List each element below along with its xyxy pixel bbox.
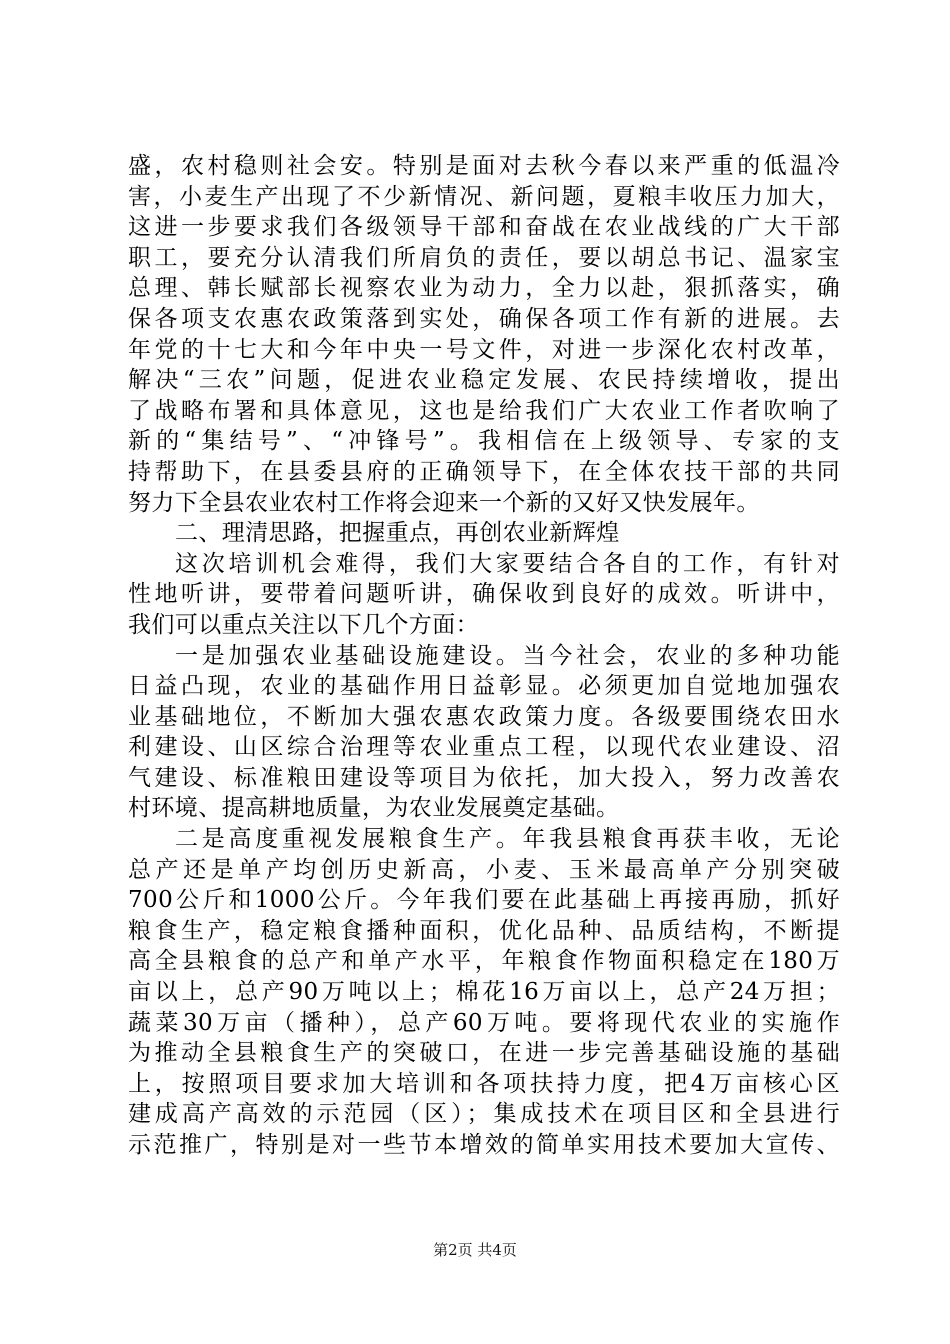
text-line: 示范推广，特别是对一些节本增效的简单实用技术要加大宣传、	[128, 1132, 840, 1158]
text-line: 努力下全县农业农村工作将会迎来一个新的又好又快发展年。	[128, 489, 760, 516]
text-line: 性地听讲，要带着问题听讲，确保收到良好的成效。听讲中，	[128, 581, 840, 608]
text-line: 村环境、提高耕地质量，为农业发展奠定基础。	[128, 795, 620, 822]
text-line: 新的“集结号”、“冲锋号”。我相信在上级领导、专家的支	[128, 428, 840, 455]
text-line: 这进一步要求我们各级领导干部和奋战在农业战线的广大干部	[128, 214, 840, 241]
text-line: 700公斤和1000公斤。今年我们要在此基础上再接再励，抓好	[128, 887, 840, 914]
text-line: 二、理清思路，把握重点，再创农业新辉煌	[175, 520, 620, 547]
text-line: 亩以上，总产90万吨以上；棉花16万亩以上，总产24万担；	[128, 979, 840, 1006]
text-line: 盛，农村稳则社会安。特别是面对去秋今春以来严重的低温冷	[128, 153, 840, 179]
document-body	[128, 151, 840, 1161]
text-line: 总产还是单产均创历史新高，小麦、玉米最高单产分别突破	[128, 856, 840, 883]
text-line: 一是加强农业基础设施建设。当今社会，农业的多种功能	[175, 642, 840, 669]
text-line: 蔬菜30万亩（播种），总产60万吨。要将现代农业的实施作	[128, 1009, 840, 1036]
text-line: 解决“三农”问题，促进农业稳定发展、农民持续增收，提出	[128, 367, 840, 394]
text-line: 利建设、山区综合治理等农业重点工程，以现代农业建设、沼	[128, 734, 840, 761]
text-line: 保各项支农惠农政策落到实处，确保各项工作有新的进展。去	[128, 305, 840, 332]
text-line: 上，按照项目要求加大培训和各项扶持力度，把4万亩核心区	[128, 1070, 840, 1097]
text-line: 高全县粮食的总产和单产水平，年粮食作物面积稳定在180万	[128, 948, 840, 975]
text-line: 为推动全县粮食生产的突破口，在进一步完善基础设施的基础	[128, 1040, 840, 1067]
text-line: 总理、韩长赋部长视察农业为动力，全力以赴，狠抓落实，确	[128, 275, 840, 302]
page-number-footer: 第2页 共4页	[433, 1241, 517, 1259]
text-line: 职工，要充分认清我们所肩负的责任，要以胡总书记、温家宝	[128, 244, 840, 271]
text-line: 年党的十七大和今年中央一号文件，对进一步深化农村改革，	[128, 336, 840, 363]
text-line: 日益凸现，农业的基础作用日益彰显。必须更加自觉地加强农	[128, 673, 840, 700]
text-line: 气建设、标准粮田建设等项目为依托，加大投入，努力改善农	[128, 764, 840, 791]
text-line: 我们可以重点关注以下几个方面：	[128, 611, 479, 638]
text-line: 业基础地位，不断加大强农惠农政策力度。各级要围绕农田水	[128, 703, 840, 730]
text-line: 粮食生产，稳定粮食播种面积，优化品种、品质结构，不断提	[128, 917, 840, 944]
text-line: 二是高度重视发展粮食生产。年我县粮食再获丰收，无论	[175, 826, 840, 853]
text-line: 这次培训机会难得，我们大家要结合各自的工作，有针对	[175, 550, 840, 577]
text-line: 了战略布署和具体意见，这也是给我们广大农业工作者吹响了	[128, 397, 840, 424]
text-line: 害，小麦生产出现了不少新情况、新问题，夏粮丰收压力加大，	[128, 183, 840, 210]
text-line: 持帮助下，在县委县府的正确领导下，在全体农技干部的共同	[128, 458, 840, 485]
text-line: 建成高产高效的示范园（区）；集成技术在项目区和全县进行	[128, 1101, 840, 1128]
